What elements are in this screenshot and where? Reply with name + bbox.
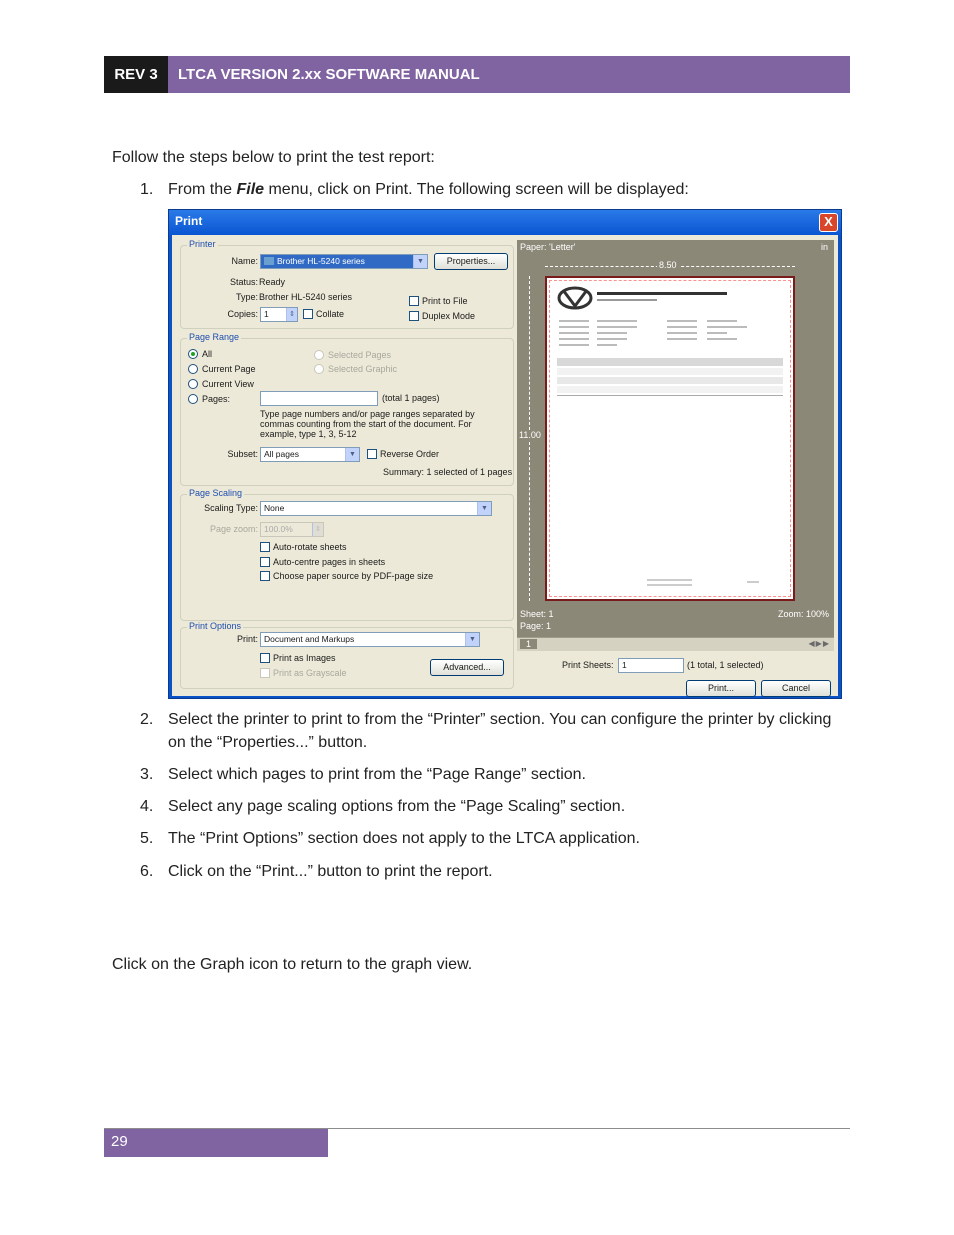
unit-label: in [820, 242, 828, 252]
page-label: Page: 1 [520, 621, 552, 631]
print-as-images-label: Print as Images [273, 653, 336, 663]
type-label: Type: [235, 292, 258, 302]
report-thumbnail [547, 278, 793, 599]
step-number: 4. [140, 798, 154, 815]
auto-rotate-label: Auto-rotate sheets [273, 542, 347, 552]
chevron-down-icon: ▼ [345, 448, 359, 461]
width-label: 8.50 [659, 260, 677, 270]
step-number: 6. [140, 863, 154, 880]
pages-input[interactable] [260, 391, 378, 406]
print-as-grayscale-label: Print as Grayscale [273, 668, 347, 678]
choose-source-label: Choose paper source by PDF-page size [273, 571, 434, 581]
dialog-titlebar [169, 210, 841, 235]
preview-header [517, 240, 834, 254]
chevron-down-icon: ▼ [477, 502, 491, 515]
print-dialog [168, 209, 842, 699]
print-as-grayscale-checkbox[interactable] [260, 668, 270, 678]
subset-select[interactable]: All pages ▼ [260, 447, 360, 462]
preview-navbar [517, 637, 834, 651]
print-as-images-checkbox[interactable] [260, 653, 270, 663]
header-bar [104, 56, 850, 93]
printer-name-select[interactable]: Brother HL-5240 series ▼ [260, 254, 428, 269]
summary-label: Summary: 1 selected of 1 pages [383, 467, 513, 477]
status-label: Status: [229, 277, 258, 287]
properties-button[interactable]: Properties... [434, 253, 508, 270]
page-zoom-label: Page zoom: [209, 524, 258, 534]
spinner-icon: ⇕ [312, 523, 323, 536]
step-text: Select the printer to print to from the “Printer” section. You can configure the printer by clicking on the “Properties...” button. [168, 711, 832, 751]
pages-label: Pages: [202, 394, 231, 404]
type-value: Brother HL-5240 series [259, 292, 353, 302]
cancel-button[interactable]: Cancel [761, 680, 831, 697]
step-2 [140, 708, 845, 754]
pages-radio[interactable] [188, 394, 198, 404]
file-menu-name: File [236, 181, 265, 198]
selected-graphic-radio[interactable] [314, 364, 324, 374]
print-sheets-input[interactable]: 1 [618, 658, 684, 673]
advanced-button[interactable]: Advanced... [430, 659, 504, 676]
spinner-icon: ⇕ [286, 308, 297, 321]
current-page-radio[interactable] [188, 364, 198, 374]
step-text: From the File menu, click on Print. The following screen will be displayed: [168, 181, 689, 198]
print-to-file-label: Print to File [422, 296, 468, 306]
copies-label: Copies: [227, 309, 258, 319]
duplex-checkbox[interactable] [409, 311, 419, 321]
current-page-label: Current Page [202, 364, 256, 374]
name-label: Name: [231, 256, 258, 266]
step-text: Select which pages to print from the “Page Range” section. [168, 766, 586, 783]
current-view-radio[interactable] [188, 379, 198, 389]
total-pages-label: (total 1 pages) [382, 393, 440, 403]
scaling-type-label: Scaling Type: [204, 503, 258, 513]
height-label: 11.00 [519, 430, 541, 440]
step-number: 5. [140, 830, 154, 847]
scaling-type-select[interactable]: None ▼ [260, 501, 492, 516]
page-zoom-stepper[interactable]: 100.0% ⇕ [260, 522, 324, 537]
group-label: Print Options [189, 621, 242, 631]
outro-text: Click on the Graph icon to return to the graph view. [112, 956, 473, 973]
chevron-down-icon: ▼ [465, 633, 479, 646]
print-label: Print: [236, 634, 258, 644]
print-preview [517, 240, 834, 645]
subset-label: Subset: [227, 449, 258, 459]
print-sheets-label: Print Sheets: [562, 660, 614, 670]
selected-pages-label: Selected Pages [328, 350, 392, 360]
copies-stepper[interactable]: 1 ⇕ [260, 307, 298, 322]
step-text: The “Print Options” section does not apply to the LTCA application. [168, 830, 640, 847]
dialog-title: Print [175, 214, 203, 228]
nav-arrows-icon[interactable]: ◀▶▶ [808, 639, 830, 648]
group-label: Printer [189, 239, 216, 249]
intro-text: Follow the steps below to print the test report: [112, 149, 435, 166]
sheet-label: Sheet: 1 [520, 609, 554, 619]
print-sheets-info: (1 total, 1 selected) [687, 660, 764, 670]
chevron-down-icon: ▼ [413, 255, 427, 268]
duplex-label: Duplex Mode [422, 311, 476, 321]
revision-label: REV 3 [104, 56, 168, 93]
all-label: All [202, 349, 213, 359]
auto-centre-checkbox[interactable] [260, 557, 270, 567]
collate-checkbox[interactable] [303, 309, 313, 319]
page-number: 29 [104, 1129, 328, 1157]
status-value: Ready [259, 277, 286, 287]
vanguard-logo [559, 288, 591, 308]
step-text: Select any page scaling options from the “Page Scaling” section. [168, 798, 626, 815]
preview-page [545, 276, 795, 601]
group-label: Page Scaling [189, 488, 243, 498]
step-number: 1. [140, 181, 154, 198]
close-icon[interactable]: X [819, 213, 838, 232]
collate-label: Collate [316, 309, 345, 319]
auto-centre-label: Auto-centre pages in sheets [273, 557, 386, 567]
selected-pages-radio[interactable] [314, 350, 324, 360]
auto-rotate-checkbox[interactable] [260, 542, 270, 552]
reverse-order-checkbox[interactable] [367, 449, 377, 459]
step-number: 3. [140, 766, 154, 783]
step-number: 2. [140, 711, 154, 728]
current-view-label: Current View [202, 379, 254, 389]
step-text: Click on the “Print...” button to print the report. [168, 863, 493, 880]
all-radio[interactable] [188, 349, 198, 359]
paper-label: Paper: 'Letter' [520, 242, 576, 252]
print-what-select[interactable]: Document and Markups ▼ [260, 632, 480, 647]
print-to-file-checkbox[interactable] [409, 296, 419, 306]
print-button[interactable]: Print... [686, 680, 756, 697]
printer-icon [264, 257, 274, 265]
group-label: Page Range [189, 332, 240, 342]
manual-title: LTCA VERSION 2.xx SOFTWARE MANUAL [178, 66, 480, 83]
dialog-body [172, 235, 838, 696]
zoom-label: Zoom: 100% [777, 609, 829, 619]
choose-source-checkbox[interactable] [260, 571, 270, 581]
nav-page-number: 1 [520, 639, 537, 649]
pages-hint: Type page numbers and/or page ranges separated by commas counting from the start of the document. For example, type 1, 3, 5-12 [260, 409, 475, 439]
selected-graphic-label: Selected Graphic [328, 364, 398, 374]
reverse-order-label: Reverse Order [380, 449, 440, 459]
